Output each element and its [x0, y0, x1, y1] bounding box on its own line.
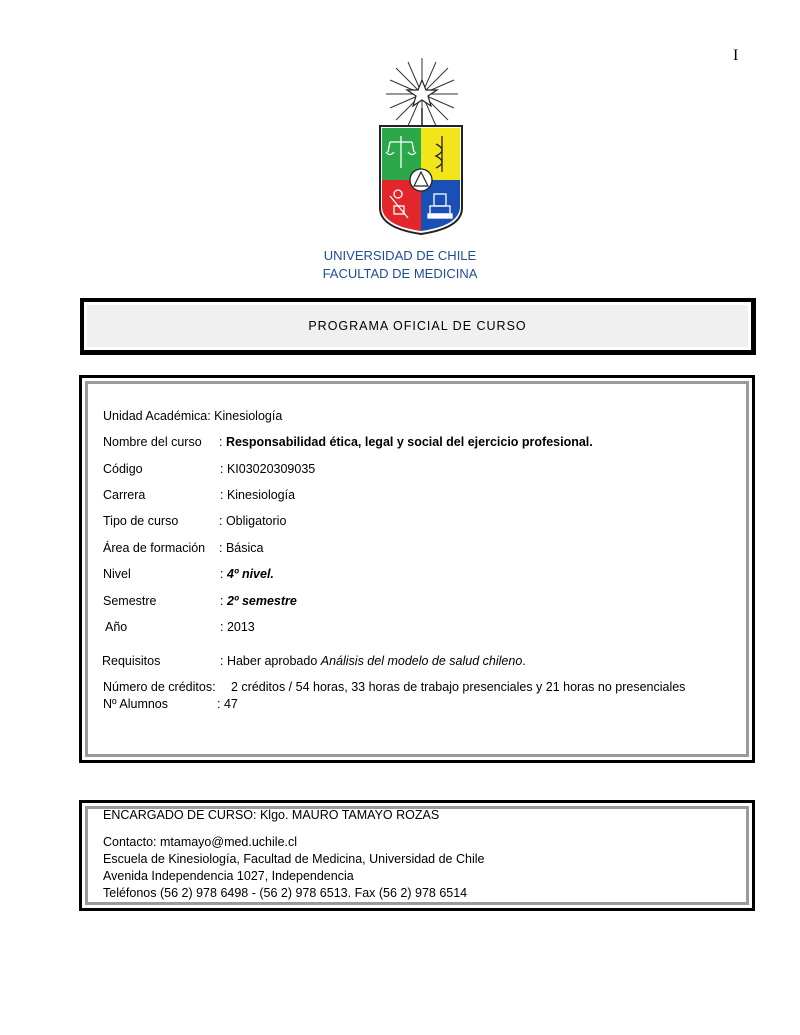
unidad-academica: Unidad Académica: Kinesiología [103, 409, 283, 423]
semestre-label: Semestre [103, 594, 157, 608]
university-of-chile-coat-of-arms-icon [370, 58, 474, 238]
carrera-label: Carrera [103, 488, 146, 502]
contact-school: Escuela de Kinesiología, Facultad de Medicina, Universidad de Chile [103, 852, 485, 866]
alumnos-value: : 47 [217, 697, 238, 711]
course-info-box [79, 375, 755, 763]
anio-label: Año [105, 620, 128, 634]
codigo-value: : KI03020309035 [220, 462, 316, 476]
requisitos-label: Requisitos [102, 654, 161, 668]
requisitos-course: Análisis del modelo de salud chileno [320, 654, 523, 668]
requisitos-suffix: . [522, 654, 526, 668]
tipo-label: Tipo de curso [103, 514, 179, 528]
creditos-label: Número de créditos: [103, 680, 216, 694]
semestre-value: 2º semestre [226, 594, 297, 608]
faculty-name: FACULTAD DE MEDICINA [322, 266, 478, 281]
area-label: Área de formación [103, 541, 206, 555]
nombre-colon: : [219, 435, 226, 449]
contact-phones: Teléfonos (56 2) 978 6498 - (56 2) 978 6513. Fax (56 2) 978 6514 [103, 886, 468, 900]
creditos-value: 2 créditos / 54 horas, 33 horas de trabajo presenciales y 21 horas no presenciales [231, 680, 686, 694]
tipo-value: : Obligatorio [219, 514, 287, 528]
codigo-label: Código [103, 462, 143, 476]
carrera-value: : Kinesiología [220, 488, 296, 502]
nombre-value: Responsabilidad ética, legal y social del ejercicio profesional. [225, 435, 593, 449]
contact-address: Avenida Independencia 1027, Independencia [103, 869, 354, 883]
nivel-colon: : [220, 567, 227, 581]
encargado: ENCARGADO DE CURSO: Klgo. MAURO TAMAYO ROZAS [103, 808, 440, 822]
nombre-label: Nombre del curso [103, 435, 202, 449]
alumnos-label: Nº Alumnos [103, 697, 169, 711]
document-title: PROGRAMA OFICIAL DE CURSO [87, 305, 748, 347]
semestre-colon: : [220, 594, 227, 608]
requisitos-prefix: : Haber aprobado [220, 654, 321, 668]
contact-email: Contacto: mtamayo@med.uchile.cl [103, 835, 298, 849]
nivel-value: 4º nivel. [226, 567, 274, 581]
area-value: : Básica [219, 541, 264, 555]
anio-value: : 2013 [220, 620, 255, 634]
nivel-label: Nivel [103, 567, 131, 581]
title-box [80, 298, 756, 355]
page-number: I [733, 47, 739, 64]
university-name: UNIVERSIDAD DE CHILE [323, 248, 477, 263]
